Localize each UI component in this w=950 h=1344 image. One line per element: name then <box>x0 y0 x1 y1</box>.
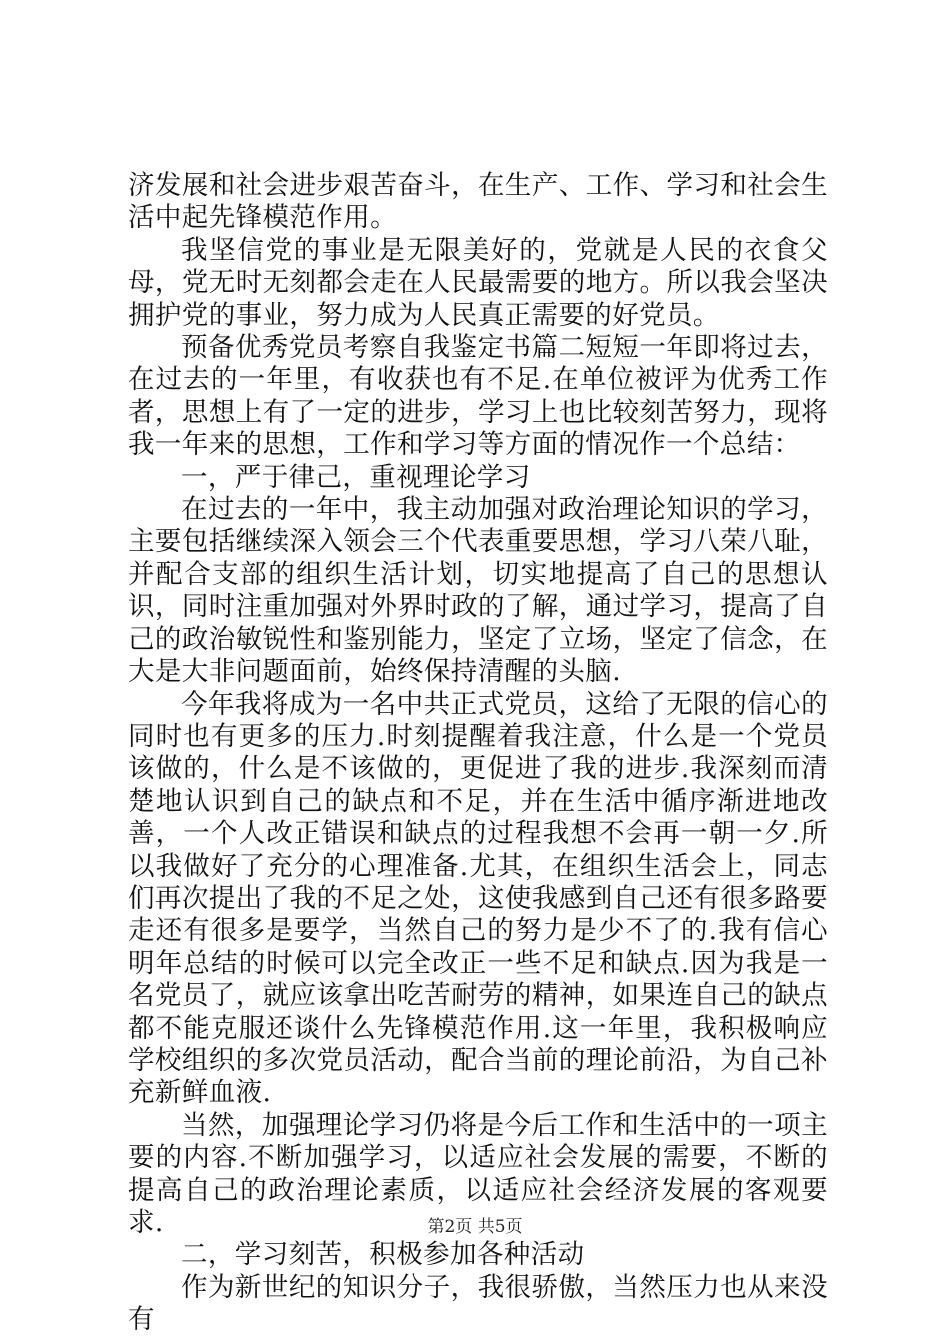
paragraph: 在过去的一年中，我主动加强对政治理论知识的学习，主要包括继续深入领会三个代表重要思想，学习八荣八耻，并配合支部的组织生活计划，切实地提高了自己的思想认识，同时注重加强对外界时政的了解，通过学习，提高了自己的政治敏锐性和鉴别能力，坚定了立场，坚定了信念，在大是大非问题面前，始终保持清醒的头脑. <box>128 494 828 688</box>
section-heading: 二，学习刻苦，积极参加各种活动 <box>181 1239 585 1271</box>
paragraph: 我坚信党的事业是无限美好的，党就是人民的衣食父母，党无时无刻都会走在人民最需要的地方。所以我会坚决拥护党的事业，努力成为人民真正需要的好党员。 <box>128 234 828 331</box>
paragraph: 今年我将成为一名中共正式党员，这给了无限的信心的同时也有更多的压力.时刻提醒着我注意，什么是一个党员该做的，什么是不该做的，更促进了我的进步.我深刻而清楚地认识到自己的缺点和不足，并在生活中循序渐进地改善，一个人改正错误和缺点的过程我想不会再一朝一夕.所以我做好了充分的心理准备.尤其，在组织生活会上，同志们再次提出了我的不足之处，这使我感到自己还有很多路要走还有很多是要学，当然自己的努力是少不了的.我有信心明年总结的时候可以完全改正一些不足和缺点.因为我是一名党员了，就应该拿出吃苦耐劳的精神，如果连自己的缺点都不能克服还谈什么先锋模范作用.这一年里，我积极响应学校组织的多次党员活动，配合当前的理论前沿，为自己补充新鲜血液. <box>128 688 828 1109</box>
page-number-footer: 第2页 共5页 <box>427 1217 523 1237</box>
paragraph: 当然，加强理论学习仍将是今后工作和生活中的一项主要的内容.不断加强学习，以适应社会发展的需要，不断的提高自己的政治理论素质，以适应社会经济发展的客观要求. <box>128 1109 828 1238</box>
section-heading: 一，严于律己，重视理论学习 <box>181 461 531 493</box>
paragraph: 预备优秀党员考察自我鉴定书篇二短短一年即将过去，在过去的一年里，有收获也有不足.在单位被评为优秀工作者，思想上有了一定的进步，学习上也比较刻苦努力，现将我一年来的思想，工作和学习等方面的情况作一个总结： <box>128 332 828 461</box>
paragraph-continuation: 济发展和社会进步艰苦奋斗，在生产、工作、学习和社会生活中起先锋模范作用。 <box>128 170 828 234</box>
document-body <box>128 170 828 1337</box>
paragraph: 作为新世纪的知识分子，我很骄傲，当然压力也从来没有 <box>128 1271 828 1336</box>
